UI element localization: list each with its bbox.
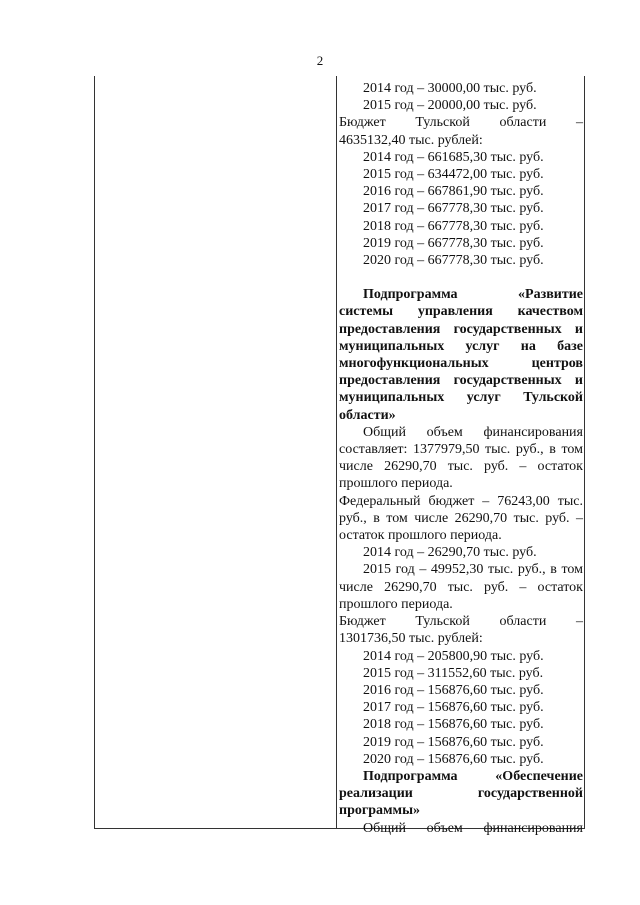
- year-line: 2017 год – 156876,60 тыс. руб.: [363, 700, 544, 716]
- passport-table: [94, 76, 585, 836]
- year-line: 2016 год – 156876,60 тыс. руб.: [363, 682, 544, 698]
- year-line: 2018 год – 667778,30 тыс. руб.: [363, 218, 544, 234]
- financing-total: Общий объем финансирования: [363, 820, 583, 836]
- financing-total: Общий объем финансирования составляет: 1377979,50 тыс. руб., в том числе 26290,70 тыс. руб. – остаток прошлого периода.: [339, 424, 583, 492]
- budget-heading: Бюджет Тульской области –: [339, 614, 583, 630]
- year-line: 2017 год – 667778,30 тыс. руб.: [363, 201, 544, 217]
- federal-budget: Федеральный бюджет – 76243,00 тыс. руб., в том числе 26290,70 тыс. руб. – остаток прошлого периода.: [339, 493, 583, 544]
- page-number: 2: [316, 53, 324, 68]
- budget-total: 4635132,40 тыс. рублей:: [339, 132, 483, 148]
- year-line: 2015 год – 311552,60 тыс. руб.: [363, 665, 544, 681]
- year-line: 2015 год – 49952,30 тыс. руб., в том числе 26290,70 тыс. руб. – остаток прошлого периода.: [339, 562, 583, 612]
- year-line: 2014 год – 661685,30 тыс. руб.: [363, 149, 544, 165]
- budget-total: 1301736,50 тыс. рублей:: [339, 631, 483, 647]
- financing-cell: [339, 80, 583, 837]
- year-line: 2014 год – 30000,00 тыс. руб.: [363, 81, 537, 96]
- year-line: 2020 год – 156876,60 тыс. руб.: [363, 751, 544, 767]
- year-line: 2014 год – 205800,90 тыс. руб.: [363, 648, 544, 664]
- year-line: 2018 год – 156876,60 тыс. руб.: [363, 717, 544, 733]
- year-line: 2015 год – 634472,00 тыс. руб.: [363, 167, 544, 183]
- subprogram-title: Подпрограмма «Обеспечение реализации государственной программы»: [339, 768, 583, 819]
- year-line: 2014 год – 26290,70 тыс. руб.: [363, 545, 537, 561]
- subprogram-title: Подпрограмма «Развитие системы управления качеством предоставления государственных и муниципальных услуг на базе многофункциональных центров предоставления государственных и муниципальных услуг Тульской области»: [339, 287, 583, 423]
- budget-heading: Бюджет Тульской области –: [339, 115, 583, 131]
- year-line: 2016 год – 667861,90 тыс. руб.: [363, 184, 544, 200]
- year-line: 2020 год – 667778,30 тыс. руб.: [363, 253, 544, 269]
- year-line: 2019 год – 156876,60 тыс. руб.: [363, 734, 544, 750]
- year-line: 2019 год – 667778,30 тыс. руб.: [363, 235, 544, 251]
- year-line: 2015 год – 20000,00 тыс. руб.: [363, 98, 537, 114]
- column-divider: [336, 76, 337, 828]
